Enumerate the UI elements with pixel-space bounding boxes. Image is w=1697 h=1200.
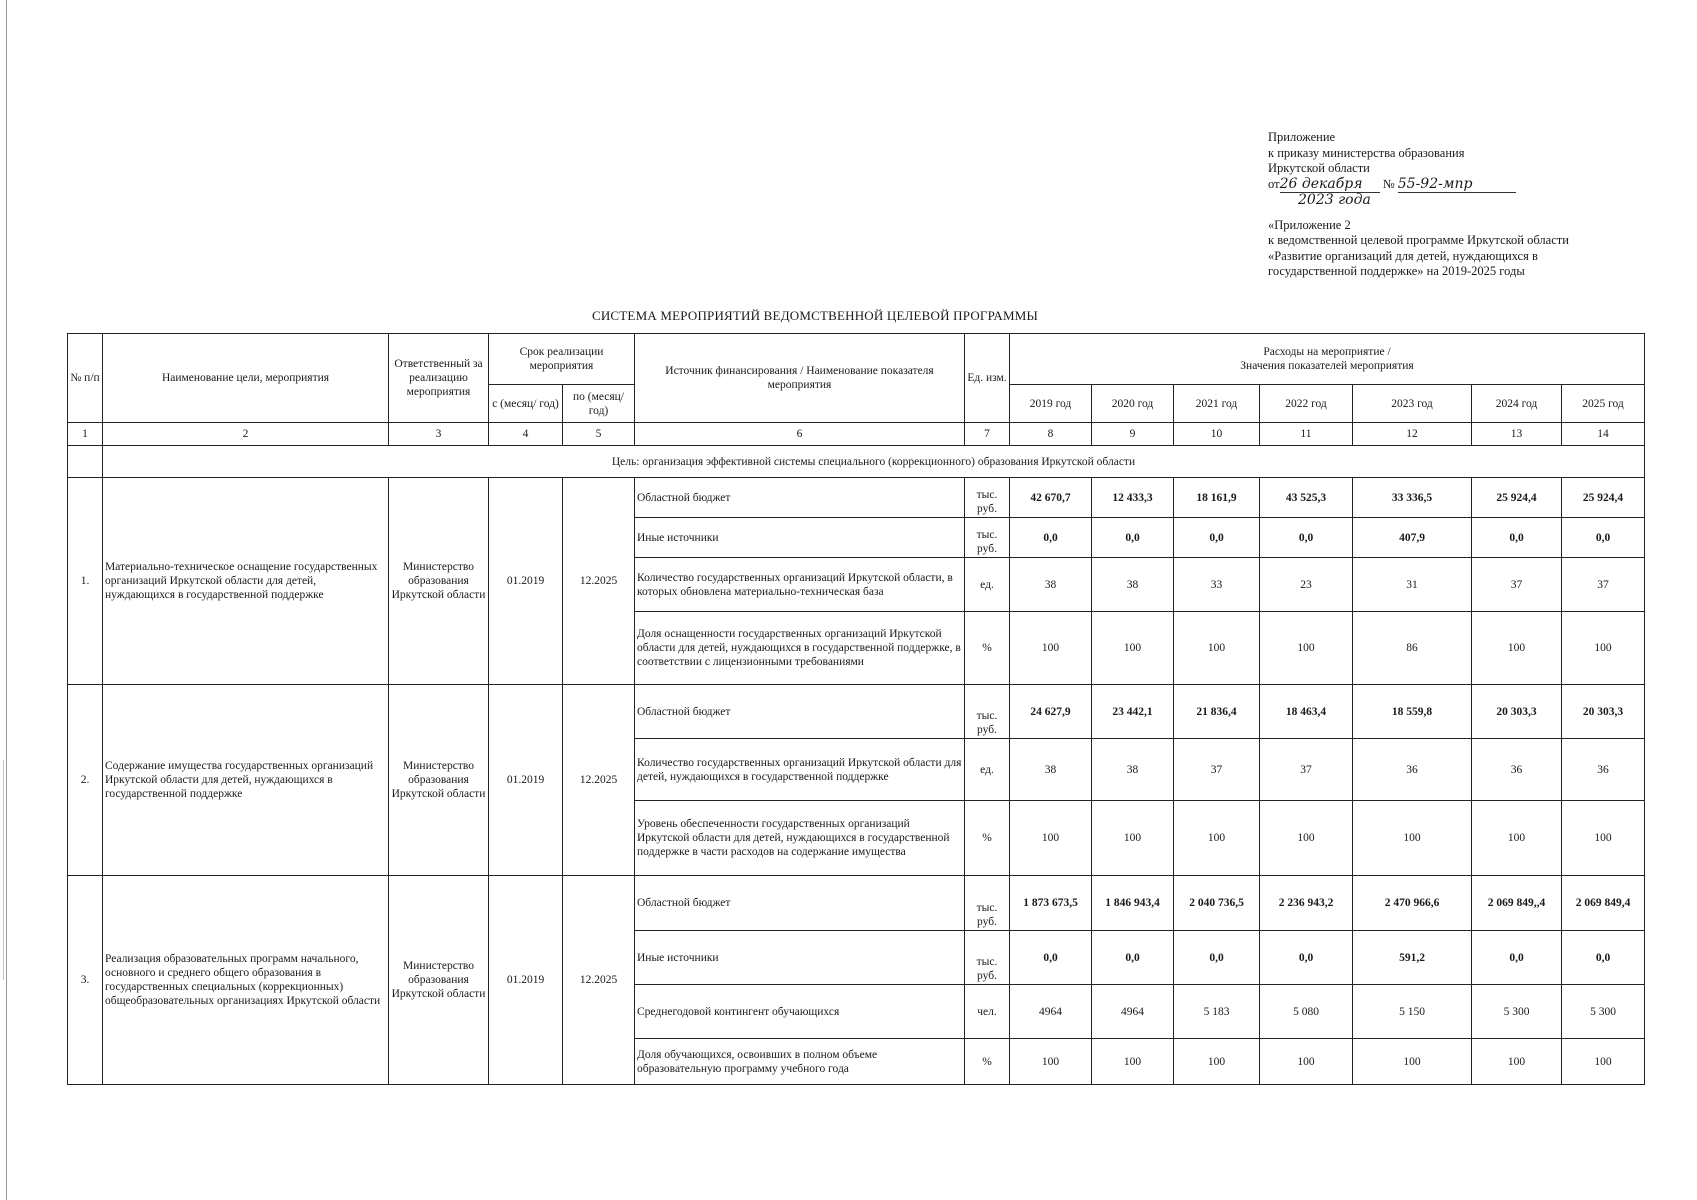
year-value-cell: 38 <box>1092 739 1174 801</box>
column-number: 6 <box>635 423 965 446</box>
year-value-cell: 100 <box>1174 612 1260 685</box>
column-number: 10 <box>1174 423 1260 446</box>
measure-name: Содержание имущества государственных организаций Иркутской области для детей, нуждающихся в государственной поддержке <box>103 685 389 876</box>
year-value-cell: 24 627,9 <box>1010 685 1092 739</box>
order-region: Иркутской области <box>1268 161 1370 175</box>
handwritten-number: 55-92-мпр <box>1398 177 1516 194</box>
handwritten-year: 2023 года <box>1298 192 1371 208</box>
year-value-cell: 100 <box>1010 1039 1092 1085</box>
year-value-cell: 100 <box>1092 801 1174 876</box>
year-value-cell: 2 069 849,4 <box>1562 876 1645 931</box>
appendix2-line-2: «Развитие организаций для детей, нуждающихся в <box>1268 248 1538 263</box>
measure-period-to: 12.2025 <box>563 876 635 1085</box>
source-indicator-name: Доля оснащенности государственных организаций Иркутской области для детей, нуждающихся в государственной поддержке, в соответствии с лицензионными требованиями <box>635 612 965 685</box>
year-value-cell: 5 300 <box>1562 985 1645 1039</box>
year-value-cell: 0,0 <box>1010 518 1092 558</box>
year-value-cell: 5 183 <box>1174 985 1260 1039</box>
header-period-to: по (месяц/ год) <box>563 385 635 423</box>
column-number: 11 <box>1260 423 1353 446</box>
measure-name: Реализация образовательных программ начального, основного и среднего общего образования в государственных специальных (коррекционных) общеобразовательных организациях Иркутской области <box>103 876 389 1085</box>
year-value-cell: 100 <box>1472 801 1562 876</box>
measure-number: 1. <box>68 478 103 685</box>
year-value-cell: 100 <box>1353 1039 1472 1085</box>
year-value-cell: 43 525,3 <box>1260 478 1353 518</box>
order-reference: к приказу министерства образования <box>1268 145 1465 160</box>
year-value-cell: 37 <box>1174 739 1260 801</box>
source-indicator-name: Уровень обеспеченности государственных организаций Иркутской области для детей, нуждающихся в государственной поддержке в части расходов на содержание имущества <box>635 801 965 876</box>
year-value-cell: 2 236 943,2 <box>1260 876 1353 931</box>
year-value-cell: 100 <box>1472 612 1562 685</box>
unit-cell: % <box>965 1039 1010 1085</box>
year-value-cell: 38 <box>1010 558 1092 612</box>
year-value-cell: 0,0 <box>1562 518 1645 558</box>
year-value-cell: 100 <box>1472 1039 1562 1085</box>
measure-row <box>68 478 1645 518</box>
header-year: 2024 год <box>1472 385 1562 423</box>
appendix2-title: «Приложение 2 <box>1268 217 1351 232</box>
year-value-cell: 37 <box>1472 558 1562 612</box>
year-value-cell: 0,0 <box>1174 518 1260 558</box>
year-value-cell: 0,0 <box>1010 931 1092 985</box>
column-number: 9 <box>1092 423 1174 446</box>
year-value-cell: 36 <box>1353 739 1472 801</box>
handwritten-date: 26 декабря <box>1280 177 1380 194</box>
unit-cell: % <box>965 612 1010 685</box>
year-value-cell: 86 <box>1353 612 1472 685</box>
header-period-from: с (месяц/ год) <box>489 385 563 423</box>
header-expenses-line-2: Значения показателей мероприятия <box>1240 360 1414 372</box>
scan-edge-line <box>6 0 7 1200</box>
year-value-cell: 38 <box>1092 558 1174 612</box>
source-indicator-name: Областной бюджет <box>635 876 965 931</box>
column-number: 8 <box>1010 423 1092 446</box>
year-value-cell: 0,0 <box>1260 518 1353 558</box>
header-expenses <box>1010 334 1645 385</box>
source-indicator-name: Доля обучающихся, освоивших в полном объеме образовательную программу учебного года <box>635 1039 965 1085</box>
year-value-cell: 36 <box>1562 739 1645 801</box>
year-value-cell: 100 <box>1562 612 1645 685</box>
header-year: 2023 год <box>1353 385 1472 423</box>
header-year: 2019 год <box>1010 385 1092 423</box>
measure-responsible: Министерство образования Иркутской области <box>389 876 489 1085</box>
year-value-cell: 25 924,4 <box>1472 478 1562 518</box>
year-value-cell: 1 873 673,5 <box>1010 876 1092 931</box>
header-source: Источник финансирования / Наименование показателя мероприятия <box>635 334 965 423</box>
column-number: 13 <box>1472 423 1562 446</box>
year-value-cell: 33 <box>1174 558 1260 612</box>
year-value-cell: 37 <box>1562 558 1645 612</box>
year-value-cell: 12 433,3 <box>1092 478 1174 518</box>
year-value-cell: 100 <box>1260 1039 1353 1085</box>
unit-cell: ед. <box>965 558 1010 612</box>
unit-cell: тыс. руб. <box>965 876 1010 931</box>
header-period: Срок реализации мероприятия <box>489 334 635 385</box>
document-title: СИСТЕМА МЕРОПРИЯТИЙ ВЕДОМСТВЕННОЙ ЦЕЛЕВОЙ ПРОГРАММЫ <box>591 308 1039 323</box>
year-value-cell: 5 080 <box>1260 985 1353 1039</box>
year-value-cell: 4964 <box>1010 985 1092 1039</box>
year-value-cell: 5 150 <box>1353 985 1472 1039</box>
year-value-cell: 36 <box>1472 739 1562 801</box>
header-year: 2021 год <box>1174 385 1260 423</box>
year-value-cell: 2 470 966,6 <box>1353 876 1472 931</box>
measure-period-from: 01.2019 <box>489 685 563 876</box>
header-name: Наименование цели, мероприятия <box>103 334 389 423</box>
year-value-cell: 5 300 <box>1472 985 1562 1039</box>
column-number: 12 <box>1353 423 1472 446</box>
header-responsible: Ответственный за реализацию мероприятия <box>389 334 489 423</box>
year-value-cell: 2 069 849,,4 <box>1472 876 1562 931</box>
year-value-cell: 1 846 943,4 <box>1092 876 1174 931</box>
header-num: № п/п <box>68 334 103 423</box>
number-prefix: № <box>1382 176 1395 191</box>
header-year: 2020 год <box>1092 385 1174 423</box>
header-unit: Ед. изм. <box>965 334 1010 423</box>
header-year: 2025 год <box>1562 385 1645 423</box>
unit-cell: тыс. руб. <box>965 931 1010 985</box>
year-value-cell: 0,0 <box>1174 931 1260 985</box>
year-value-cell: 0,0 <box>1562 931 1645 985</box>
year-value-cell: 100 <box>1562 1039 1645 1085</box>
source-indicator-name: Среднегодовой контингент обучающихся <box>635 985 965 1039</box>
year-value-cell: 100 <box>1010 801 1092 876</box>
measure-number: 3. <box>68 876 103 1085</box>
column-numbers-row <box>68 423 1645 446</box>
measure-name: Материально-техническое оснащение государственных организаций Иркутской области для детей, нуждающихся в государственной поддержке <box>103 478 389 685</box>
unit-cell: чел. <box>965 985 1010 1039</box>
appendix2-line-1: к ведомственной целевой программе Иркутской области <box>1268 233 1569 247</box>
year-value-cell: 20 303,3 <box>1472 685 1562 739</box>
source-indicator-name: Областной бюджет <box>635 478 965 518</box>
column-number: 5 <box>563 423 635 446</box>
source-indicator-name: Количество государственных организаций Иркутской области для детей, нуждающихся в государственной поддержке <box>635 739 965 801</box>
year-value-cell: 0,0 <box>1092 931 1174 985</box>
measure-row <box>68 876 1645 931</box>
year-value-cell: 100 <box>1260 612 1353 685</box>
measure-responsible: Министерство образования Иркутской области <box>389 478 489 685</box>
year-value-cell: 20 303,3 <box>1562 685 1645 739</box>
goal-text: Цель: организация эффективной системы специального (коррекционного) образования Иркутской области <box>103 446 1645 478</box>
unit-cell: тыс. руб. <box>965 685 1010 739</box>
year-value-cell: 100 <box>1010 612 1092 685</box>
year-value-cell: 37 <box>1260 739 1353 801</box>
column-number: 7 <box>965 423 1010 446</box>
appendix-title: Приложение <box>1268 130 1336 144</box>
year-value-cell: 21 836,4 <box>1174 685 1260 739</box>
year-value-cell: 31 <box>1353 558 1472 612</box>
unit-cell: % <box>965 801 1010 876</box>
year-value-cell: 42 670,7 <box>1010 478 1092 518</box>
year-value-cell: 100 <box>1562 801 1645 876</box>
column-number: 1 <box>68 423 103 446</box>
source-indicator-name: Количество государственных организаций Иркутской области, в которых обновлена материально-техническая база <box>635 558 965 612</box>
unit-cell: тыс. руб. <box>965 478 1010 518</box>
order-date-line <box>1268 177 1668 194</box>
goal-row <box>68 446 1645 478</box>
column-number: 3 <box>389 423 489 446</box>
header-year: 2022 год <box>1260 385 1353 423</box>
year-value-cell: 407,9 <box>1353 518 1472 558</box>
year-value-cell: 0,0 <box>1092 518 1174 558</box>
source-indicator-name: Иные источники <box>635 518 965 558</box>
year-value-cell: 0,0 <box>1472 518 1562 558</box>
year-value-cell: 18 463,4 <box>1260 685 1353 739</box>
unit-cell: ед. <box>965 739 1010 801</box>
measure-period-from: 01.2019 <box>489 478 563 685</box>
date-prefix: от <box>1268 176 1280 191</box>
year-value-cell: 100 <box>1174 801 1260 876</box>
year-value-cell: 591,2 <box>1353 931 1472 985</box>
year-value-cell: 2 040 736,5 <box>1174 876 1260 931</box>
year-value-cell: 100 <box>1260 801 1353 876</box>
measure-row <box>68 685 1645 739</box>
year-value-cell: 23 <box>1260 558 1353 612</box>
year-value-cell: 18 559,8 <box>1353 685 1472 739</box>
year-value-cell: 0,0 <box>1472 931 1562 985</box>
year-value-cell: 4964 <box>1092 985 1174 1039</box>
source-indicator-name: Областной бюджет <box>635 685 965 739</box>
approval-header <box>1268 130 1668 280</box>
measure-period-to: 12.2025 <box>563 478 635 685</box>
year-value-cell: 100 <box>1174 1039 1260 1085</box>
year-value-cell: 100 <box>1092 612 1174 685</box>
measure-period-from: 01.2019 <box>489 876 563 1085</box>
year-value-cell: 100 <box>1092 1039 1174 1085</box>
measure-responsible: Министерство образования Иркутской области <box>389 685 489 876</box>
year-value-cell: 18 161,9 <box>1174 478 1260 518</box>
unit-cell: тыс. руб. <box>965 518 1010 558</box>
appendix2-line-3: государственной поддержке» на 2019-2025 годы <box>1268 264 1525 278</box>
year-value-cell: 38 <box>1010 739 1092 801</box>
year-value-cell: 23 442,1 <box>1092 685 1174 739</box>
source-indicator-name: Иные источники <box>635 931 965 985</box>
year-value-cell: 25 924,4 <box>1562 478 1645 518</box>
header-expenses-line-1: Расходы на мероприятие / <box>1263 346 1391 358</box>
column-number: 14 <box>1562 423 1645 446</box>
year-value-cell: 33 336,5 <box>1353 478 1472 518</box>
year-value-cell: 0,0 <box>1260 931 1353 985</box>
column-number: 2 <box>103 423 389 446</box>
measure-period-to: 12.2025 <box>563 685 635 876</box>
measure-number: 2. <box>68 685 103 876</box>
column-number: 4 <box>489 423 563 446</box>
year-value-cell: 100 <box>1353 801 1472 876</box>
scan-edge-mark <box>3 760 4 980</box>
program-measures-table <box>67 333 1645 1085</box>
